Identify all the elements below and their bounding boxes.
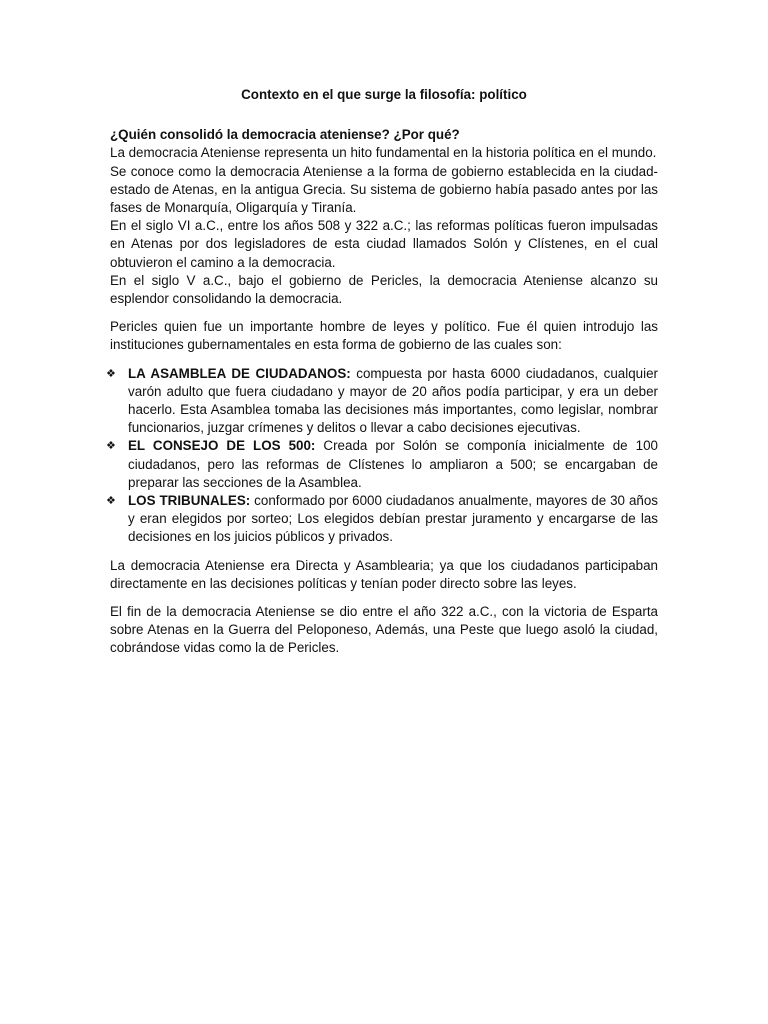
list-item [106, 365, 658, 438]
document-body [106, 86, 658, 658]
diamond-bullet-icon: ❖ [106, 367, 116, 380]
institutions-list [106, 365, 658, 547]
intro-paragraph: La democracia Ateniense representa un hito fundamental en la historia política en el mundo. [110, 145, 657, 161]
diamond-bullet-icon: ❖ [106, 440, 116, 453]
closing-paragraph: La democracia Ateniense era Directa y Asamblearia; ya que los ciudadanos participaban directamente en las decisiones políticas y tenían poder directo sobre las leyes. [110, 557, 658, 591]
institution-term: EL CONSEJO DE LOS 500: [128, 438, 316, 454]
institution-term: LA ASAMBLEA DE CIUDADANOS: [128, 365, 351, 381]
section-question: ¿Quién consolidó la democracia ateniense? ¿Por qué? [110, 127, 460, 143]
document-title: Contexto en el que surge la filosofía: político [241, 87, 527, 102]
closing-paragraph: El fin de la democracia Ateniense se dio entre el año 322 a.C., con la victoria de Esparta sobre Atenas en la Guerra del Peloponeso, Además, una Peste que luego asoló la ciudad, cobrándose vidas como la de Pericles. [110, 604, 658, 656]
intro-paragraph: Se conoce como la democracia Ateniense a la forma de gobierno establecida en la ciudad-estado de Atenas, en la antigua Grecia. Su sistema de gobierno había pasado antes por las fases de Monarquía, Oligarquía y Tiranía. [110, 163, 658, 216]
intro-paragraph: En el siglo V a.C., bajo el gobierno de Pericles, la democracia Ateniense alcanzo su esplendor consolidando la democracia. [110, 272, 658, 307]
institution-description: Creada por Solón se componía inicialmente de 100 ciudadanos, pero las reformas de Clístenes lo ampliaron a 500; se encargaban de preparar las secciones de la Asamblea. [128, 438, 658, 490]
intro-paragraph: En el siglo VI a.C., entre los años 508 y 322 a.C.; las reformas políticas fueron impulsadas en Atenas por dos legisladores de esta ciudad llamados Solón y Clístenes, en el cual obtuvieron el camino a la democracia. [110, 218, 658, 270]
list-item [106, 437, 658, 492]
pericles-paragraph: Pericles quien fue un importante hombre de leyes y político. Fue él quien introdujo las instituciones gubernamentales en esta forma de gobierno de las cuales son: [110, 319, 658, 353]
institution-description: compuesta por hasta 6000 ciudadanos, cualquier varón adulto que fuera ciudadano y mayor de 20 años podía participar, y era un deber hacerlo. Esta Asamblea tomaba las decisiones más importantes, como legislar, nombrar funcionarios, juzgar crímenes y delitos o llevar a cabo decisiones ejecutivas. [128, 365, 658, 436]
institution-term: LOS TRIBUNALES: [128, 493, 251, 509]
list-item [106, 492, 658, 547]
intro-section [110, 144, 658, 308]
institution-description: conformado por 6000 ciudadanos anualmente, mayores de 30 años y eran elegidos por sorteo; Los elegidos debían prestar juramento y encargarse de las decisiones en los juicios públicos y privados. [128, 493, 658, 545]
diamond-bullet-icon: ❖ [106, 495, 116, 508]
